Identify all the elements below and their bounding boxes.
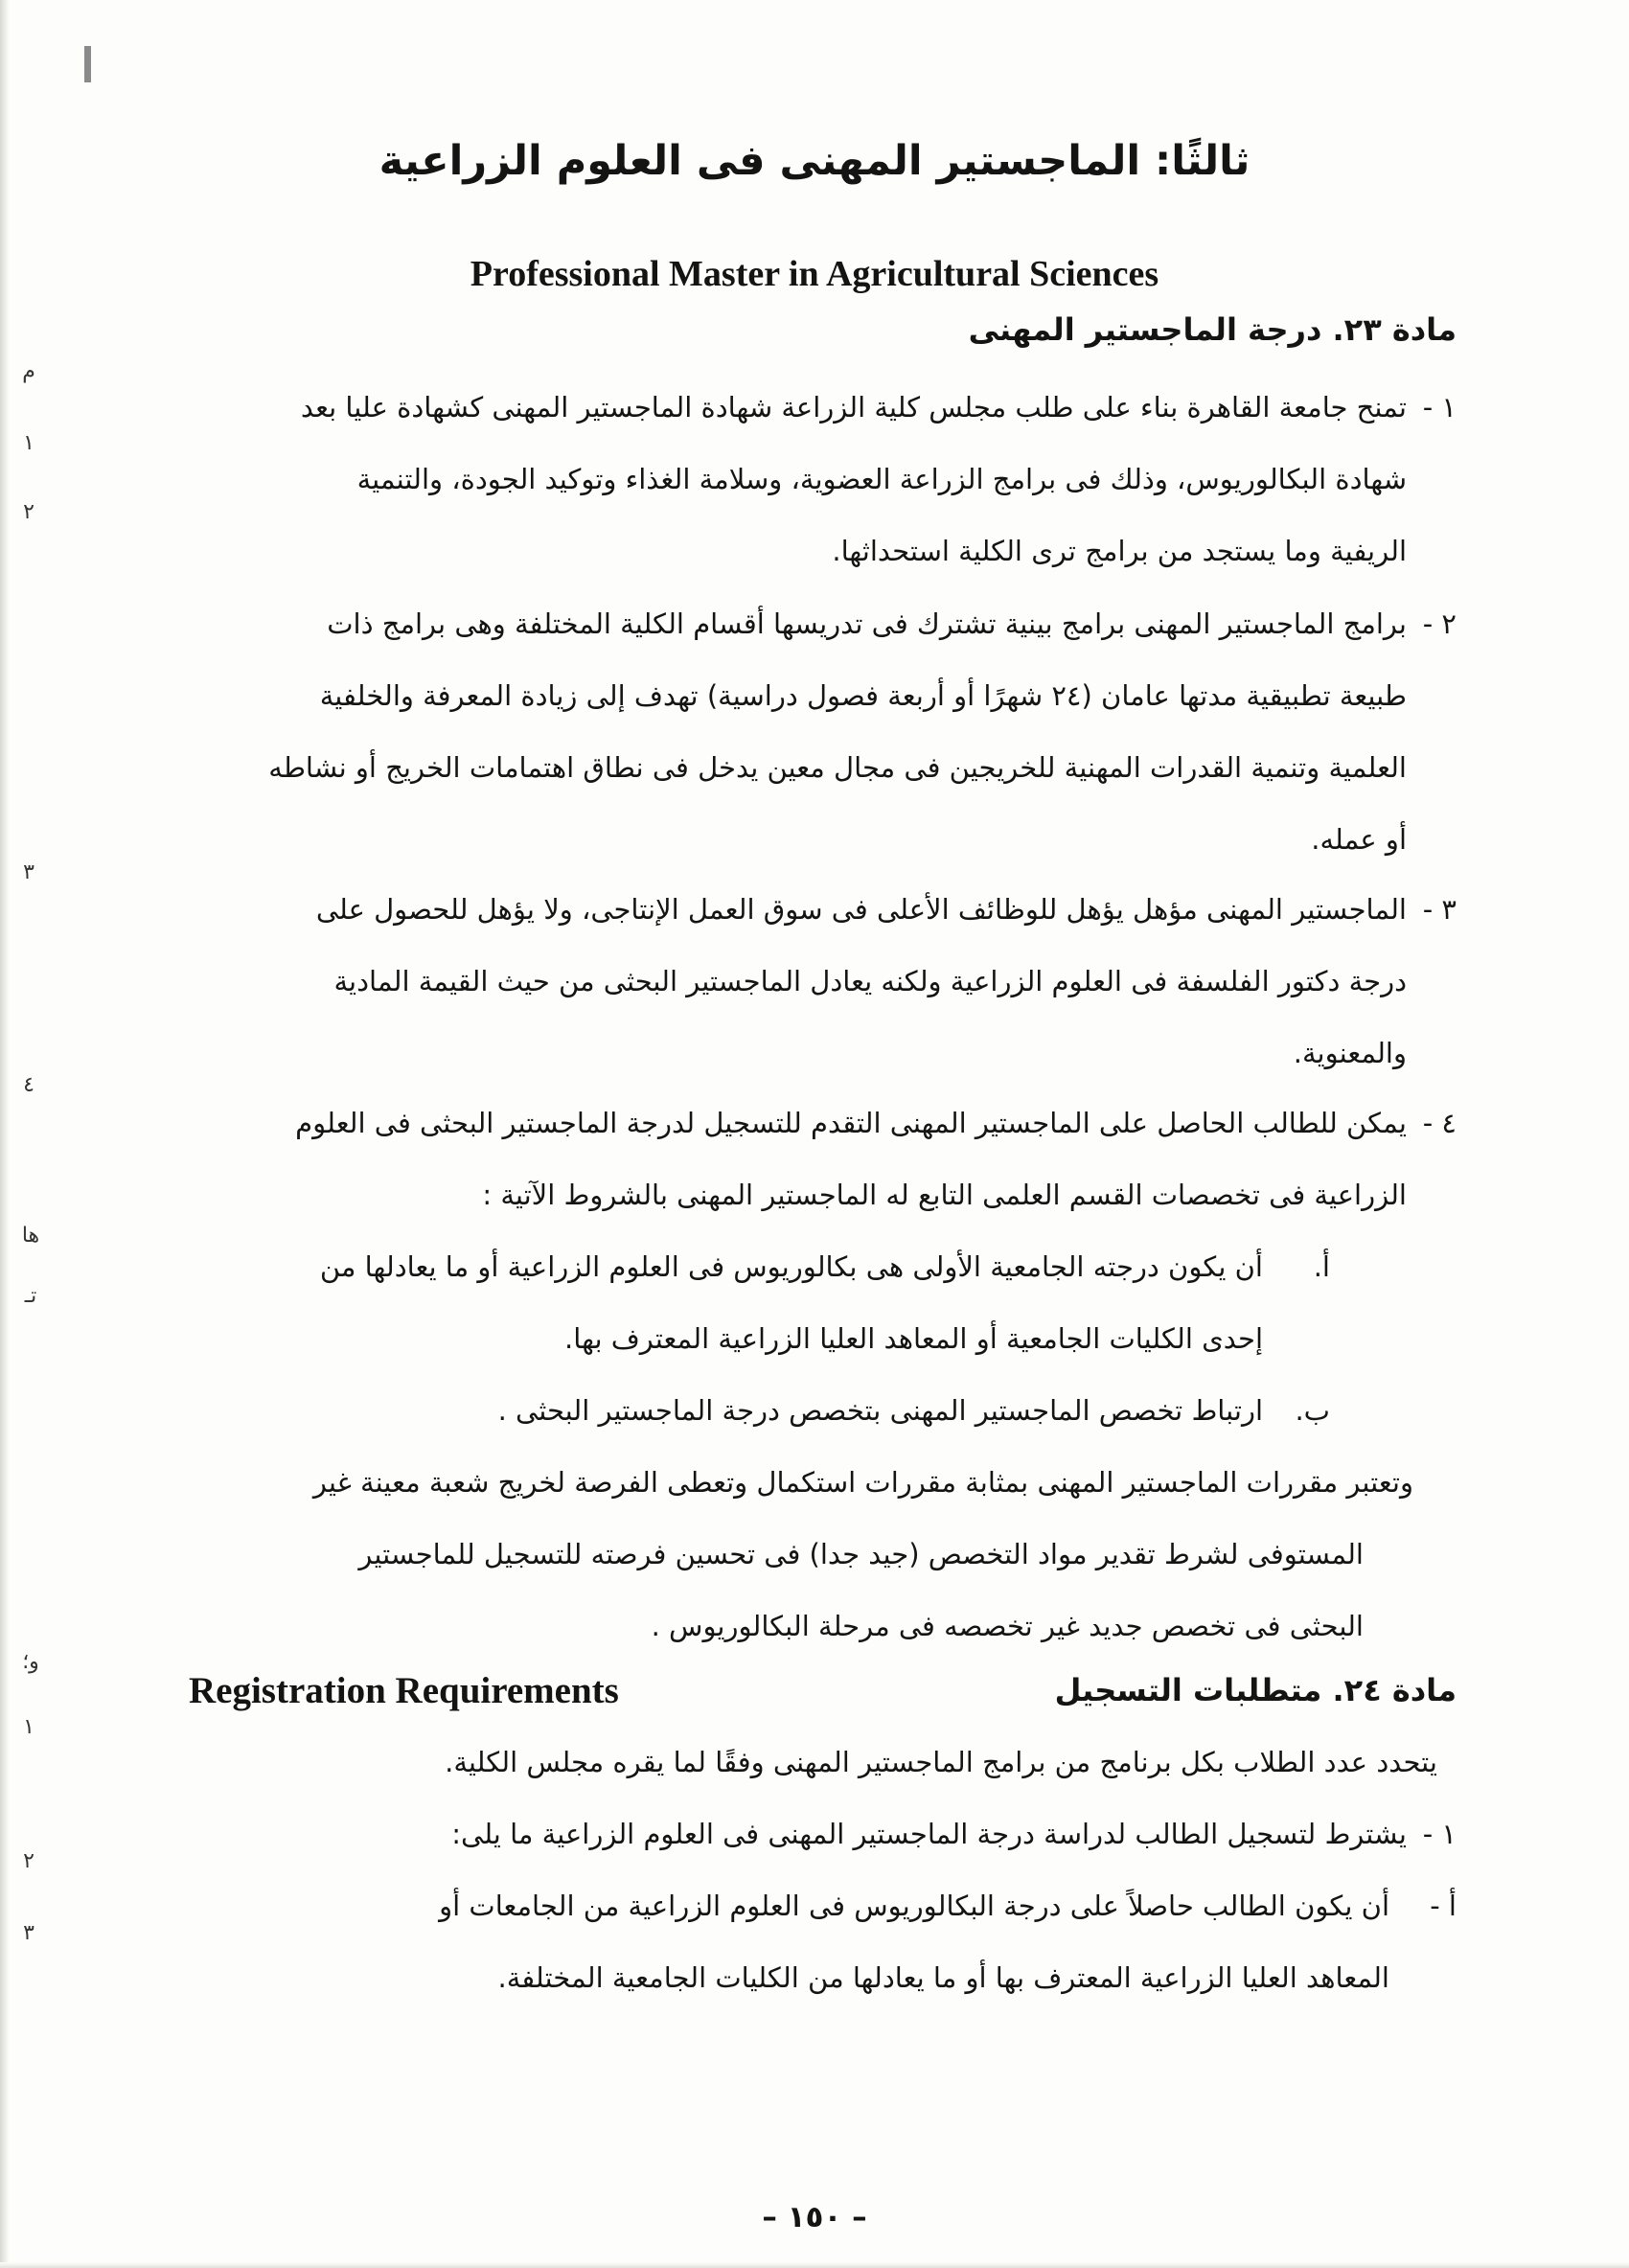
text-line: أو عمله. [1311,823,1407,856]
margin-note: تـ [24,1284,37,1308]
text-line: يتحدد عدد الطلاب بكل برنامج من برامج الماجستير المهنى وفقًا لما يقره مجلس الكلية. [445,1746,1437,1778]
text-line: تمنح جامعة القاهرة بناء على طلب مجلس كلية الزراعة شهادة الماجستير المهنى كشهادة عليا بعد [300,391,1407,424]
margin-note: ٢ [23,1849,34,1873]
section-title-english: Professional Master in Agricultural Sciences [470,254,1159,294]
text-line: أن يكون الطالب حاصلاً على درجة البكالوريوس فى العلوم الزراعية من الجامعات أو [439,1890,1389,1922]
item-number: ب. [1295,1394,1330,1427]
text-line: درجة دكتور الفلسفة فى العلوم الزراعية ولكنه يعادل الماجستير البحثى من حيث القيمة المادية [333,965,1407,997]
item-number: ٤ - [1422,1107,1457,1139]
item-number: ٢ - [1422,607,1457,640]
text-line: البحثى فى تخصص جديد غير تخصصه فى مرحلة البكالوريوس . [651,1610,1364,1642]
margin-note: ٣ [23,860,34,884]
text-line: أن يكون درجته الجامعية الأولى هى بكالوريوس فى العلوم الزراعية أو ما يعادلها من [319,1250,1263,1283]
condition-b [164,1375,1330,1447]
margin-note: ٢ [23,500,34,524]
text-line: الزراعية فى تخصصات القسم العلمى التابع له الماجستير المهنى بالشروط الآتية : [482,1179,1407,1211]
text-line: وتعتبر مقررات الماجستير المهنى بمثابة مقررات استكمال وتعطى الفرصة لخريج شعبة معينة غير [312,1466,1413,1499]
text-line: يشترط لتسجيل الطالب لدراسة درجة الماجستير المهنى فى العلوم الزراعية ما يلى: [451,1818,1407,1850]
item-number: ١ - [1422,391,1457,424]
text-line: الريفية وما يستجد من برامج ترى الكلية استحداثها. [832,535,1407,567]
margin-notes [0,0,77,2268]
section-title-arabic: ثالثًا: الماجستير المهنى فى العلوم الزراعية [379,137,1250,185]
text-line: العلمية وتنمية القدرات المهنية للخريجين فى مجال معين يدخل فى نطاق اهتمامات الخريج أو نشاطه [268,751,1407,784]
article-24-item-1 [187,1798,1457,1870]
condition-a [164,1231,1330,1375]
margin-note: ١ [23,1715,34,1739]
scan-mark [84,46,91,82]
article-23-item-2 [187,588,1457,876]
text-line: المعاهد العليا الزراعية المعترف بها أو ما يعادلها من الكليات الجامعية المختلفة. [497,1961,1389,1994]
margin-note: ١ [23,431,34,455]
article-23-item-4 [187,1088,1457,1231]
text-line: إحدى الكليات الجامعية أو المعاهد العليا الزراعية المعترف بها. [564,1322,1263,1355]
item-number: ٣ - [1422,893,1457,926]
text-line: ارتباط تخصص الماجستير المهنى بتخصص درجة الماجستير البحثى . [497,1394,1263,1427]
article-23-item-1 [187,372,1457,587]
margin-note: م [22,359,35,383]
margin-note: ٤ [23,1073,34,1097]
article-24-intro [249,1727,1437,1798]
text-line: المستوفى لشرط تقدير مواد التخصص (جيد جدا) فى تحسين فرصته للتسجيل للماجستير [358,1538,1364,1570]
article-24-heading-english: Registration Requirements [189,1670,619,1711]
item-number: أ - [1430,1890,1457,1922]
page-number: – ١٥٠ – [762,2200,867,2234]
item-number: أ. [1313,1250,1330,1283]
text-line: يمكن للطالب الحاصل على الماجستير المهنى التقدم للتسجيل لدرجة الماجستير البحثى فى العلوم [295,1107,1407,1139]
text-line: برامج الماجستير المهنى برامج بينية تشترك فى تدريسها أقسام الكلية المختلفة وهى برامج ذات [327,607,1407,640]
margin-note: ها [21,1224,40,1248]
article-23-closing [187,1447,1413,1662]
item-number: ١ - [1422,1818,1457,1850]
article-24-item-a [187,1870,1457,2014]
text-line: والمعنوية. [1293,1037,1407,1069]
article-24-heading: مادة ٢٤. متطلبات التسجيل [1054,1672,1457,1708]
text-line: الماجستير المهنى مؤهل يؤهل للوظائف الأعلى فى سوق العمل الإنتاجى، ولا يؤهل للحصول على [315,893,1407,926]
article-23-heading: مادة ٢٣. درجة الماجستير المهنى [968,311,1457,348]
scan-edge-bottom [0,2262,1629,2268]
margin-note: ٣ [23,1921,34,1945]
text-line: شهادة البكالوريوس، وذلك فى برامج الزراعة العضوية، وسلامة الغذاء وتوكيد الجودة، والتنمية [356,463,1407,495]
article-23-item-3 [187,874,1457,1089]
text-line: طبيعة تطبيقية مدتها عامان (٢٤ شهرًا أو أربعة فصول دراسية) تهدف إلى زيادة المعرفة والخلفية [319,679,1407,712]
margin-note: و؛ [22,1650,39,1674]
